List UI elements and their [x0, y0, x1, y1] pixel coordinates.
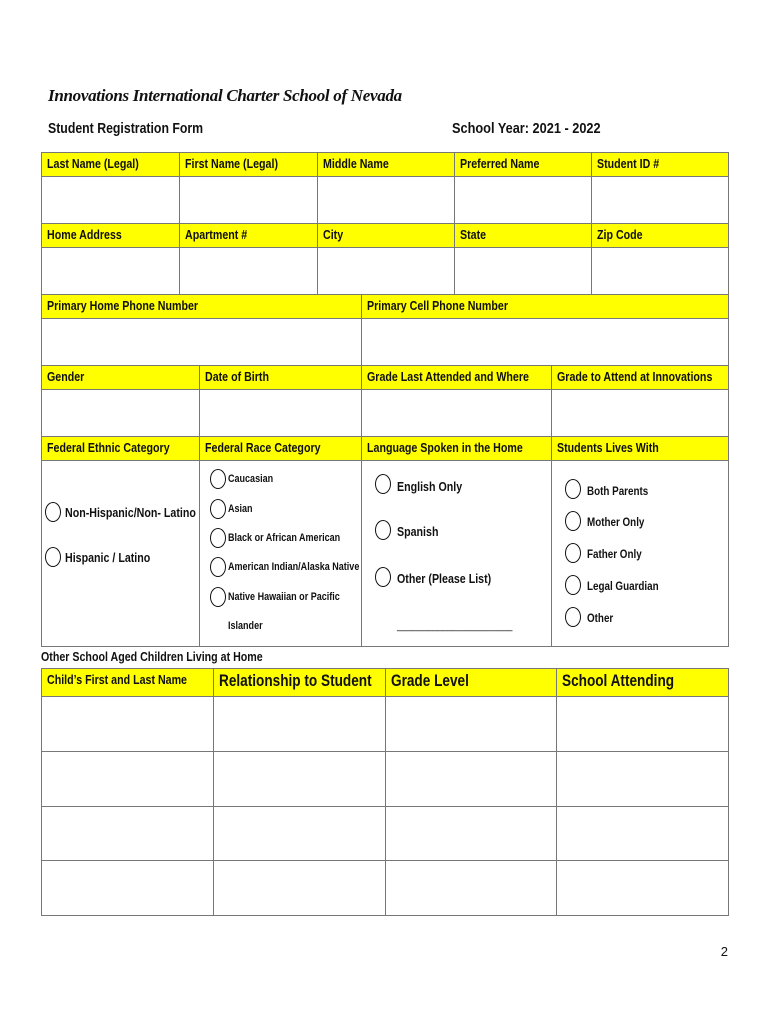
gender-field[interactable]	[42, 390, 200, 437]
sibling-grade-cell[interactable]	[386, 697, 557, 752]
label-home-address: Home Address	[47, 227, 122, 242]
siblings-table	[41, 668, 729, 916]
label-child-name: Child’s First and Last Name	[47, 672, 188, 687]
zip-code-field[interactable]	[592, 248, 729, 295]
label-grade-last: Grade Last Attended and Where	[367, 369, 529, 384]
radio-hispanic[interactable]	[45, 547, 61, 567]
option-english: English Only	[397, 479, 463, 494]
header-cell-phone	[362, 295, 729, 319]
home-address-field[interactable]	[42, 248, 180, 295]
sibling-school-cell[interactable]	[557, 861, 729, 916]
label-relationship: Relationship to Student	[219, 671, 372, 690]
grade-last-field[interactable]	[362, 390, 552, 437]
sibling-name-cell[interactable]	[42, 697, 214, 752]
student-id-field[interactable]	[592, 177, 729, 224]
option-legal-guardian: Legal Guardian	[587, 579, 659, 593]
label-first-name: First Name (Legal)	[185, 156, 279, 171]
school-year: School Year: 2021 - 2022	[452, 120, 601, 137]
race-options-cell	[200, 461, 362, 647]
label-cell-phone: Primary Cell Phone Number	[367, 298, 509, 313]
option-islander: Islander	[228, 620, 263, 632]
option-native-hawaiian: Native Hawaiian or Pacific	[228, 591, 340, 603]
siblings-title: Other School Aged Children Living at Home	[41, 649, 263, 664]
header-city	[318, 224, 455, 248]
header-last-name	[42, 153, 180, 177]
header-home-address	[42, 224, 180, 248]
option-non-hispanic: Non-Hispanic/Non- Latino	[65, 505, 196, 520]
radio-native-hawaiian[interactable]	[210, 587, 226, 607]
label-preferred-name: Preferred Name	[460, 156, 540, 171]
radio-other-language[interactable]	[375, 567, 391, 587]
city-field[interactable]	[318, 248, 455, 295]
form-title: Student Registration Form	[48, 120, 204, 137]
label-zip: Zip Code	[597, 227, 643, 242]
label-city: City	[323, 227, 344, 242]
header-ethnic	[42, 437, 200, 461]
radio-non-hispanic[interactable]	[45, 502, 61, 522]
option-spanish: Spanish	[397, 524, 439, 539]
header-grade-last	[362, 366, 552, 390]
label-school-attending: School Attending	[562, 671, 675, 690]
radio-caucasian[interactable]	[210, 469, 226, 489]
apartment-field[interactable]	[180, 248, 318, 295]
option-other-language: Other (Please List)	[397, 571, 492, 586]
option-american-indian: American Indian/Alaska Native	[228, 561, 360, 573]
grade-attend-field[interactable]	[552, 390, 729, 437]
radio-father-only[interactable]	[565, 543, 581, 563]
header-preferred-name	[455, 153, 592, 177]
sibling-grade-cell[interactable]	[386, 807, 557, 861]
radio-spanish[interactable]	[375, 520, 391, 540]
label-ethnic: Federal Ethnic Category	[47, 440, 170, 455]
header-dob	[200, 366, 362, 390]
header-first-name	[180, 153, 318, 177]
sibling-relationship-cell[interactable]	[214, 807, 386, 861]
sibling-relationship-cell[interactable]	[214, 697, 386, 752]
header-middle-name	[318, 153, 455, 177]
option-both-parents: Both Parents	[587, 484, 649, 498]
radio-other-lives-with[interactable]	[565, 607, 581, 627]
header-apartment	[180, 224, 318, 248]
header-school-attending	[557, 669, 729, 697]
header-zip	[592, 224, 729, 248]
radio-black[interactable]	[210, 528, 226, 548]
option-asian: Asian	[228, 503, 253, 515]
radio-mother-only[interactable]	[565, 511, 581, 531]
label-middle-name: Middle Name	[323, 156, 389, 171]
header-child-name	[42, 669, 214, 697]
header-relationship	[214, 669, 386, 697]
label-apartment: Apartment #	[185, 227, 248, 242]
radio-asian[interactable]	[210, 499, 226, 519]
sibling-name-cell[interactable]	[42, 861, 214, 916]
option-hispanic: Hispanic / Latino	[65, 550, 151, 565]
header-state	[455, 224, 592, 248]
sibling-name-cell[interactable]	[42, 752, 214, 807]
sibling-relationship-cell[interactable]	[214, 861, 386, 916]
header-race	[200, 437, 362, 461]
sibling-school-cell[interactable]	[557, 697, 729, 752]
label-race: Federal Race Category	[205, 440, 321, 455]
option-caucasian: Caucasian	[228, 473, 274, 485]
radio-english[interactable]	[375, 474, 391, 494]
label-student-id: Student ID #	[597, 156, 660, 171]
header-lives-with	[552, 437, 729, 461]
sibling-grade-cell[interactable]	[386, 861, 557, 916]
option-father-only: Father Only	[587, 547, 642, 561]
other-language-blank[interactable]: _______________________	[397, 620, 513, 632]
last-name-field[interactable]	[42, 177, 180, 224]
home-phone-field[interactable]	[42, 319, 362, 366]
label-home-phone: Primary Home Phone Number	[47, 298, 199, 313]
option-other-lives-with: Other	[587, 611, 614, 625]
option-mother-only: Mother Only	[587, 515, 645, 529]
header-gender	[42, 366, 200, 390]
sibling-school-cell[interactable]	[557, 752, 729, 807]
header-grade-attend	[552, 366, 729, 390]
radio-legal-guardian[interactable]	[565, 575, 581, 595]
label-language: Language Spoken in the Home	[367, 440, 523, 455]
sibling-relationship-cell[interactable]	[214, 752, 386, 807]
label-dob: Date of Birth	[205, 369, 269, 384]
label-grade-attend: Grade to Attend at Innovations	[557, 369, 713, 384]
label-gender: Gender	[47, 369, 85, 384]
header-language	[362, 437, 552, 461]
header-home-phone	[42, 295, 362, 319]
sibling-school-cell[interactable]	[557, 807, 729, 861]
header-student-id	[592, 153, 729, 177]
sibling-grade-cell[interactable]	[386, 752, 557, 807]
state-field[interactable]	[455, 248, 592, 295]
label-grade-level: Grade Level	[391, 671, 469, 690]
option-black: Black or African American	[228, 532, 341, 544]
preferred-name-field[interactable]	[455, 177, 592, 224]
middle-name-field[interactable]	[318, 177, 455, 224]
sibling-name-cell[interactable]	[42, 807, 214, 861]
cell-phone-field[interactable]	[362, 319, 729, 366]
school-name: Innovations International Charter School of Nevada	[48, 86, 402, 105]
radio-both-parents[interactable]	[565, 479, 581, 499]
radio-american-indian[interactable]	[210, 557, 226, 577]
label-lives-with: Students Lives With	[557, 440, 659, 455]
label-state: State	[460, 227, 487, 242]
dob-field[interactable]	[200, 390, 362, 437]
page-number: 2	[720, 944, 728, 959]
header-grade-level	[386, 669, 557, 697]
label-last-name: Last Name (Legal)	[47, 156, 139, 171]
first-name-field[interactable]	[180, 177, 318, 224]
